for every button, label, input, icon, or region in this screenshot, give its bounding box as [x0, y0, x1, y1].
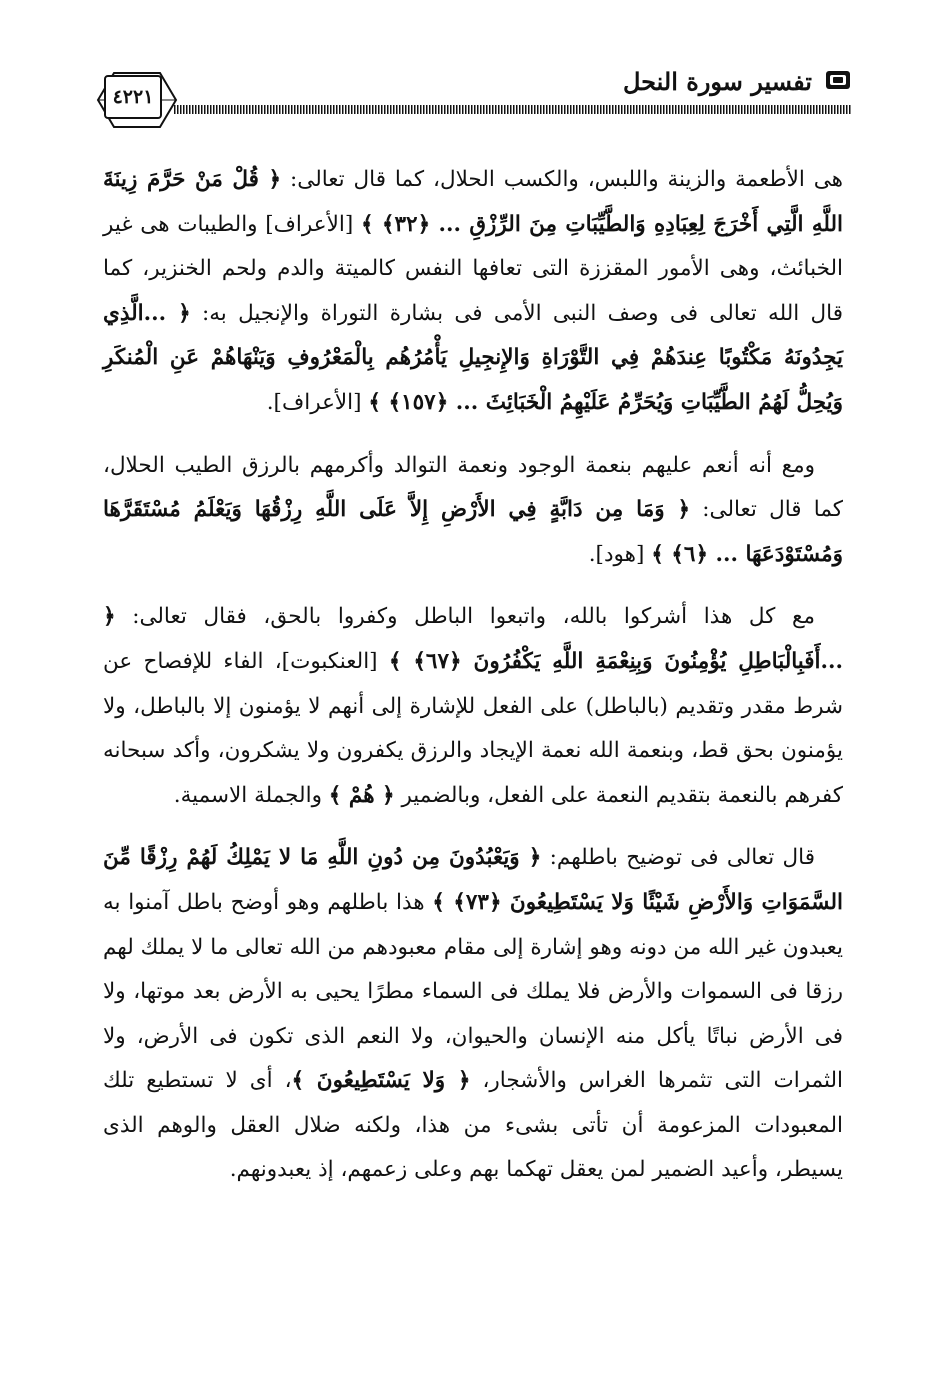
text-segment: ، أى لا تستطيع تلك المعبودات المزعومة أن تأتى بشىء من هذا، ولكنه ضلال العقل والوهم الذى يسيطر، وأعيد الضمير لمن يعقل تهكما بهم وعلى زعمهم، إذ يعبدونهم. [103, 1068, 843, 1183]
text-segment: [الأعراف] والطيبات هى غير الخبائث، وهى الأمور المقززة التى تعافها النفس كالميتة والدم ولحم الخنزير، كما قال الله تعالى فى وصف النبى الأمى فى بشارة التوراة والإنجيل به: [103, 211, 843, 326]
text-segment: [العنكبوت]، الفاء للإفصاح عن شرط مقدر وتقديم (بالباطل) على الفعل للإشارة إلى أنهم لا يؤمنون إلا بالباطل، ولا يؤمنون بحق قط، وبنعمة الله نعمة الإيجاد والرزق يكفرون ولا يشكرون، وأكد سبحانه كفرهم بالنعمة بتقديم النعمة على الفعل، وبالضمير [103, 648, 843, 808]
page-header [92, 55, 852, 145]
quran-verse: ﴿ ...الَّذِي يَجِدُونَهُ مَكْتُوبًا عِندَهُمْ فِي التَّوْرَاةِ وَالإِنجِيلِ يَأْمُرُهُم بِالْمَعْرُوفِ وَيَنْهَاهُمْ عَنِ الْمُنكَرِ وَيُحِلُّ لَهُمُ الطَّيِّبَاتِ وَيُحَرِّمُ عَلَيْهِمُ الْخَبَائِثَ ... ﴿١٥٧﴾ ﴾ [103, 300, 843, 415]
paragraph-4 [103, 836, 843, 1193]
paragraph-3 [103, 595, 843, 818]
text-segment: والجملة الاسمية. [173, 782, 329, 808]
quran-verse: ﴿ قُلْ مَنْ حَرَّمَ زِينَةَ اللَّهِ الَّتِي أَخْرَجَ لِعِبَادِهِ وَالطَّيِّبَاتِ مِنَ الرِّزْقِ ... ﴿٣٢﴾ ﴾ [103, 167, 844, 237]
text-segment: هى الأطعمة والزينة واللبس، والكسب الحلال، كما قال تعالى: [281, 167, 843, 192]
quran-verse: ﴿ وَلا يَسْتَطِيعُونَ ﴾ [291, 1068, 471, 1094]
text-segment: ومع أنه أنعم عليهم بنعمة الوجود ونعمة التوالد وأكرمهم بالرزق الطيب الحلال، كما قال تعالى: [103, 452, 843, 523]
ornament-icon [824, 69, 852, 91]
text-segment: هذا باطلهم وهو أوضح باطل آمنوا به يعبدون غير الله من دونه وهو إشارة إلى مقام معبودهم من الله تعالى ما لا يملك لهم رزقا فى السموات والأرض فلا يملك فى السماء مطرًا يحيى به الأرض بعد موتها، ولا فى الأرض نباتًا يأكل منه الإنسان والحيوان، ولا النعم الذى تكون فى الأرض، ولا الثمرات التى تثمرها الغراس والأشجار، [103, 889, 844, 1094]
header-rule [174, 105, 852, 114]
text-segment: مع كل هذا أشركوا بالله، واتبعوا الباطل وكفروا بالحق، فقال تعالى: [115, 604, 815, 630]
page-body [103, 158, 843, 1211]
text-segment: قال تعالى فى توضيح باطلهم: [541, 845, 816, 871]
text-segment: [هود]. [588, 541, 652, 567]
text-segment: [الأعراف]. [266, 389, 369, 415]
page-number: ٤٢٢١ [104, 75, 162, 119]
running-title: تفسير سورة النحل [623, 67, 812, 96]
paragraph-2 [103, 444, 843, 578]
quran-verse: ﴿ وَيَعْبُدُونَ مِن دُونِ اللَّهِ مَا لا يَمْلِكُ لَهُمْ رِزْقًا مِّنَ السَّمَوَاتِ وَالأَرْضِ شَيْئًا وَلا يَسْتَطِيعُونَ ﴿٧٣﴾ ﴾ [103, 845, 843, 915]
quran-verse: ﴿ ...أَفَبِالْبَاطِلِ يُؤْمِنُونَ وَبِنِعْمَةِ اللَّهِ يَكْفُرُونَ ﴿٦٧﴾ ﴾ [103, 604, 843, 674]
paragraph-1 [103, 158, 843, 426]
quran-verse: ﴿ وَمَا مِن دَابَّةٍ فِي الأَرْضِ إِلاَّ عَلَى اللَّهِ رِزْقُهَا وَيَعْلَمُ مُسْتَقَرَّهَا وَمُسْتَوْدَعَهَا ... ﴿٦﴾ ﴾ [103, 497, 843, 567]
quran-word: ﴿ هُمْ ﴾ [328, 782, 395, 808]
